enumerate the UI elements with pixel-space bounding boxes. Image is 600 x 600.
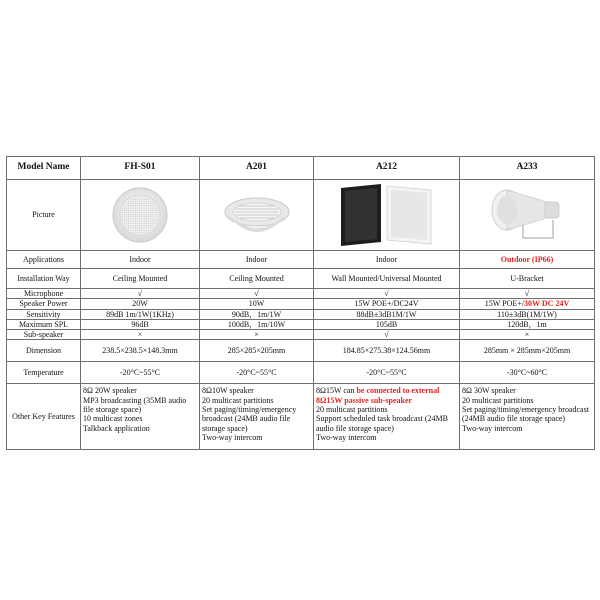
horn-speaker-image xyxy=(487,184,567,246)
header-model-name: Model Name xyxy=(7,157,81,180)
microphone-label: Microphone xyxy=(7,289,81,299)
installation-fh-s01: Ceiling Mounted xyxy=(81,269,200,289)
dimension-fh-s01: 238.5×238.5×148.3mm xyxy=(81,340,200,362)
feature-line: (24MB audio file storage space) xyxy=(462,414,566,424)
installation-a233: U-Bracket xyxy=(460,269,595,289)
feature-line: Set paging/timing/emergency broadcast xyxy=(462,405,589,415)
power-a233 xyxy=(460,299,595,309)
feature-line: Two-way intercom xyxy=(316,432,377,442)
ceiling-speaker-image xyxy=(110,185,170,245)
sensitivity-a212: 88dB±3dB1M/1W xyxy=(314,309,460,319)
sensitivity-fh-s01: 89dB 1m/1W(1KHz) xyxy=(81,309,200,319)
dimension-label: Dimension xyxy=(7,340,81,362)
subspeaker-fh-s01: × xyxy=(81,330,200,340)
picture-a201 xyxy=(200,180,314,251)
sensitivity-a201: 90dB，1m/1W xyxy=(200,309,314,319)
power-fh-s01: 20W xyxy=(81,299,200,309)
temperature-label: Temperature xyxy=(7,362,81,384)
applications-a212: Indoor xyxy=(314,251,460,269)
picture-label: Picture xyxy=(7,180,81,251)
feature-line: 20 multicast partitions xyxy=(316,405,388,415)
header-fh-s01: FH-S01 xyxy=(81,157,200,180)
feature-line: 20 multicast partitions xyxy=(462,395,534,405)
spl-a233: 120dB，1m xyxy=(460,319,595,329)
applications-label: Applications xyxy=(7,251,81,269)
feature-line: 8Ω10W speaker xyxy=(202,386,254,396)
picture-fh-s01 xyxy=(81,180,200,251)
ceiling-speaker-image xyxy=(222,190,292,240)
features-a212 xyxy=(314,384,460,450)
microphone-fh-s01: √ xyxy=(81,289,200,299)
feature-line: 10 multicast zones xyxy=(83,414,143,424)
header-a233: A233 xyxy=(460,157,595,180)
feature-line: 20 multicast partitions xyxy=(202,395,274,405)
feature-line: Two-way intercom xyxy=(202,432,263,442)
dimension-row xyxy=(7,340,595,362)
spec-table xyxy=(6,156,595,450)
temperature-a201: -20°C~55°C xyxy=(200,362,314,384)
temperature-a233: -30°C~60°C xyxy=(460,362,595,384)
power-a201: 10W xyxy=(200,299,314,309)
microphone-a201: √ xyxy=(200,289,314,299)
wall-speaker-image xyxy=(337,182,437,248)
header-a201: A201 xyxy=(200,157,314,180)
sensitivity-label: Sensitivity xyxy=(7,309,81,319)
power-a233-highlight: 30W DC 24V xyxy=(524,299,570,309)
installation-label: Installation Way xyxy=(7,269,81,289)
installation-a201: Ceiling Mounted xyxy=(200,269,314,289)
subspeaker-a201: × xyxy=(200,330,314,340)
feature-line: Two-way intercom xyxy=(462,423,523,433)
installation-a212: Wall Mounted/Universal Mounted xyxy=(314,269,460,289)
header-a212: A212 xyxy=(314,157,460,180)
power-row xyxy=(7,299,595,309)
features-fh-s01 xyxy=(81,384,200,450)
microphone-row xyxy=(7,289,595,299)
subspeaker-a212: √ xyxy=(314,330,460,340)
temperature-row xyxy=(7,362,595,384)
microphone-a233: √ xyxy=(460,289,595,299)
picture-a212 xyxy=(314,180,460,251)
features-row xyxy=(7,384,595,450)
feature-line: audio file storage space) xyxy=(316,423,394,433)
picture-row xyxy=(7,180,595,251)
picture-a233 xyxy=(460,180,595,251)
spl-label: Maximum SPL xyxy=(7,319,81,329)
feature-line: Set paging/timing/emergency xyxy=(202,405,297,415)
header-row xyxy=(7,157,595,180)
spec-sheet xyxy=(6,156,594,450)
power-a233-prefix: 15W POE+/ xyxy=(484,299,525,309)
features-a201 xyxy=(200,384,314,450)
dimension-a212: 184.85×275.38×124.56mm xyxy=(314,340,460,362)
feature-line: file storage space) xyxy=(83,405,142,415)
applications-a233: Outdoor (IP66) xyxy=(460,251,595,269)
installation-row xyxy=(7,269,595,289)
feature-prefix: 8Ω15W can xyxy=(316,386,357,396)
subspeaker-a233: × xyxy=(460,330,595,340)
spl-a201: 100dB，1m/10W xyxy=(200,319,314,329)
feature-line: Talkback application xyxy=(83,423,150,433)
feature-highlight: be connected to external xyxy=(356,386,440,396)
power-a212: 15W POE+/DC24V xyxy=(314,299,460,309)
temperature-a212: -20°C~55°C xyxy=(314,362,460,384)
feature-line: Support scheduled task broadcast (24MB xyxy=(316,414,448,424)
sensitivity-a233: 110±3dB(1M/1W) xyxy=(460,309,595,319)
feature-line: MP3 broadcasting (35MB audio xyxy=(83,395,187,405)
feature-line: 8Ω 20W speaker xyxy=(83,386,137,396)
spl-fh-s01: 96dB xyxy=(81,319,200,329)
applications-a201: Indoor xyxy=(200,251,314,269)
spl-a212: 105dB xyxy=(314,319,460,329)
feature-line xyxy=(316,386,457,395)
applications-fh-s01: Indoor xyxy=(81,251,200,269)
dimension-a201: 285×285×205mm xyxy=(200,340,314,362)
features-label: Other Key Features xyxy=(7,384,81,450)
feature-highlight-line: 8Ω15W passive sub-speaker xyxy=(316,395,413,405)
sensitivity-row xyxy=(7,309,595,319)
subspeaker-row xyxy=(7,330,595,340)
power-label: Speaker Power xyxy=(7,299,81,309)
temperature-fh-s01: -20°C~55°C xyxy=(81,362,200,384)
applications-row xyxy=(7,251,595,269)
spl-row xyxy=(7,319,595,329)
feature-line: 8Ω 30W speaker xyxy=(462,386,516,396)
subspeaker-label: Sub-speaker xyxy=(7,330,81,340)
feature-line: storage space) xyxy=(202,423,248,433)
dimension-a233: 285mm × 285mm×205mm xyxy=(460,340,595,362)
feature-line: broadcast (24MB audio file xyxy=(202,414,291,424)
microphone-a212: √ xyxy=(314,289,460,299)
features-a233 xyxy=(460,384,595,450)
